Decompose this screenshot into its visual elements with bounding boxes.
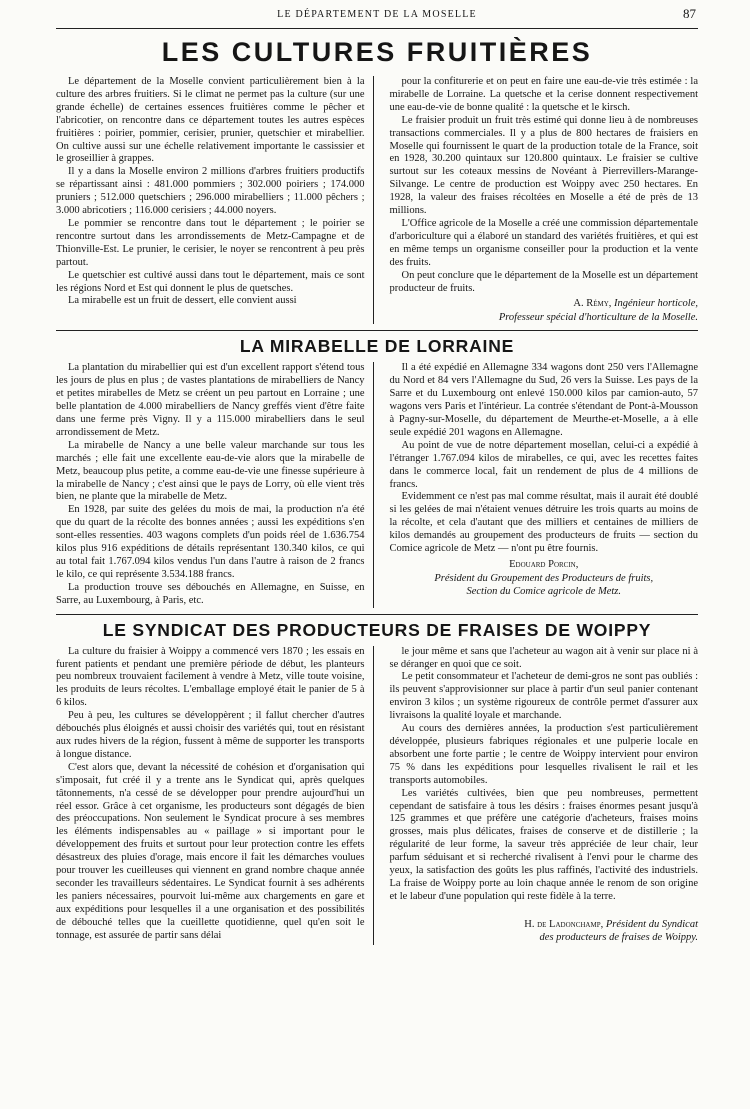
author-role: des producteurs de fraises de Woippy.: [539, 932, 698, 944]
author-signature: [390, 297, 699, 324]
paragraph: Le petit consommateur et l'acheteur de demi-gros ne sont pas oubliés : ils peuvent s'approvisionner sur place à partir d'un seul panier contenant environ 3 kilos ; un système rigoureux de contrôle permet d'assurer aux livraisons la qualité loyale et marchande.: [389, 671, 698, 722]
article-mirabelle: [56, 362, 698, 607]
left-column: [56, 76, 374, 324]
paragraph: La plantation du mirabellier qui est d'un excellent rapport s'étend tous les jours de plus en plus ; de vastes plantations de mirabelliers de Nancy et petites mirabelles de Metz se créent un peu partout en Lorraine ; une belle plantation de 4.000 mirabelliers de Nancy greffés vient d'être faite dans une ferme près Vigny. Il y a 115.000 mirabelliers dans le seul arrondissement de Metz.: [56, 362, 365, 438]
author-title: Président du Syndicat: [605, 918, 698, 930]
paragraph: pour la confiturerie et on peut en faire une eau-de-vie très estimée : la mirabelle de Lorraine. La quetsche et la cerise donnent respectivement une eau-de-vie de bonne qualité : la quetsche et le kirsch.: [389, 76, 698, 113]
paragraph: La culture du fraisier à Woippy a commencé vers 1870 ; les essais en furent patients et pendant une première période de début, les planteurs peu nombreux trouvaient facilement à vendre à Metz, ville toute voisine, les produits de leurs récoltes. L'emballage employé était le panier de 5 à 6 kilos.: [56, 645, 365, 709]
author-title: Président du Groupement des Producteurs de fruits,: [434, 572, 654, 584]
right-column: [390, 362, 699, 607]
paragraph: le jour même et sans que l'acheteur au wagon ait à venir sur place ni à se déranger en quoi que ce soit.: [389, 645, 698, 670]
author-role: Professeur spécial d'horticulture de la Moselle.: [498, 311, 698, 323]
paragraph: Le quetschier est cultivé aussi dans tout le département, mais ce sont les régions Nord et Est qui donnent le plus de quetsches.: [56, 269, 365, 294]
section-divider: [56, 614, 698, 615]
section-divider: [56, 330, 698, 331]
running-head: [56, 0, 698, 29]
right-column: [390, 76, 699, 324]
article-title-mirabelle: LA MIRABELLE DE LORRAINE: [239, 336, 515, 357]
paragraph: C'est alors que, devant la nécessité de cohésion et d'organisation qui s'imposait, fut créé il y a trente ans le Syndicat qui, après quelques tâtonnements, n'a cessé de se développer pour prendre aujourd'hui un réel essor. Grâce à cet organisme, les producteurs sont dégagés de bien des préoccupations. Non seulement le Syndicat procure à ses membres les éléments indispensables au « paillage » si important pour le développement des fruits et surtout pour leur protection contre les effets désastreux des pluies d'orage, mais encore il fait les démarches voulues pour trouver les cueilleuses qui viennent en grand nombre chaque année seconder les travailleurs sédentaires. Le Syndicat fournit à ses adhérents les paniers nécessaires, pourvoit lui-même aux chargements en gare et aux expéditions pour lesquelles il a une organisation et des possibilités de débouché telles que la cueillette quotidienne, quel qu'en soit le tonnage, est assurée de partir sans délai: [56, 761, 365, 941]
paragraph: Au cours des dernières années, la production s'est particulièrement développée, plusieurs fabriques régionales et une pulperie locale en absorbent une forte partie ; le centre de Woippy intervient pour environ 75 % dans les expéditions pour lesquelles rivalisent le rail et les transports automobiles.: [389, 723, 698, 786]
running-title: LE DÉPARTEMENT DE LA MOSELLE: [277, 9, 477, 20]
paragraph: La mirabelle de Nancy a une belle valeur marchande sur tous les marchés ; elle fait une excellente eau-de-vie alors que la mirabelle de Metz, beaucoup plus petite, a comme eau-de-vie une finesse supérieure à la mirabelle de Nancy ; c'est ainsi que le pays de Lorry, où elle vient très bien, ne plante que la mirabelle de Metz.: [56, 439, 365, 503]
paragraph: Il a été expédié en Allemagne 334 wagons dont 250 vers l'Allemagne du Nord et 84 vers l'Allemagne du Sud, 26 vers la Suisse. Les pays de la Sarre et du Luxembourg ont enlevé 150.000 kilos par camion-auto, 57 wagons vers Paris et l'intérieur. La contrée s'étendant de Pont-à-Mousson à Pagny-sur-Moselle, du département de Meurthe-et-Moselle, a à elle seule expédié 201 wagons en Allemagne.: [389, 362, 698, 438]
paragraph: Evidemment ce n'est pas mal comme résultat, mais il aurait été doublé si les gelées de mai n'étaient venues détruire les trois quarts au moins de la récolte, et cela d'autant que des milliers et centaines de milliers de kilos demandés au groupement des producteurs de fruits — section du Comice agricole de Metz — n'ont pu être fournis.: [389, 491, 698, 555]
paragraph: Il y a dans la Moselle environ 2 millions d'arbres fruitiers productifs se répartissant ainsi : 481.000 pommiers ; 302.000 poiriers ; 174.000 pruniers ; 512.000 quetschiers ; 296.000 mirabelliers ; 11.000 pêchers ; 3.000 abricotiers ; 116.000 cerisiers ; 44.000 noyers.: [56, 166, 365, 217]
author-name: Edouard Porcin,: [509, 559, 579, 570]
left-column: [56, 646, 374, 945]
author-title: Ingénieur horticole,: [614, 298, 698, 310]
paragraph: Le département de la Moselle convient particulièrement bien à la culture des arbres fruitiers. Si le climat ne permet pas la culture (sur une grande échelle) de certaines essences fruitières comme le pêcher et l'abricotier, on rencontre dans ce département toutes les autres espèces fruitières : poirier, pommier, cerisier, prunier, quetschier et mirabellier. On cultive aussi sur une échelle relativement importante le cassissier et le groseillier à grappes.: [56, 76, 365, 165]
author-role: Section du Comice agricole de Metz.: [466, 586, 622, 597]
article-syndicat-fraises: [56, 646, 698, 945]
page-number: 87: [683, 6, 696, 21]
paragraph: Le fraisier produit un fruit très estimé qui donne lieu à de nombreuses transactions commerciales. Il y a plus de 800 hectares de fraisiers en Moselle qui fournissent le quart de la production totale de la France, soit en 1928, 30.200 quintaux sur 120.800 quintaux. Le fraisier se cultive surtout sur les coteaux messins de Novéant à Pierrevillers-Marange-Silvange. Le centre de production est Woippy avec 250 hectares. En 1928, la valeur des fraises récoltées en Moselle a été de près de 13 millions.: [389, 114, 698, 217]
paragraph: La production trouve ses débouchés en Allemagne, en Suisse, en Sarre, au Luxembourg, à Paris, etc.: [56, 581, 365, 606]
author-name: H. de Ladonchamp,: [524, 918, 604, 930]
paragraph: Peu à peu, les cultures se développèrent ; il fallut chercher d'autres débouchés plus éloignés et aussi choisir des variétés qui, tout en résistant aux rudes hivers de la région, fussent à même de supporter les transports à longue distance.: [56, 710, 365, 760]
author-signature: [390, 558, 699, 599]
paragraph: Les variétés cultivées, bien que peu nombreuses, permettent cependant de satisfaire à tous les désirs : fraises énormes pesant jusqu'à 125 grammes et que préfère une catégorie d'acheteurs, fraises moins grosses, mais plus délicates, fraises de conserve et de distillerie ; la régularité de leur forme, la saveur très appréciée de leur chair, leur parfum séduisant et si recherché rivalisent à l'envi pour le charme des yeux, la satisfaction des goûts les plus raffinés, l'activité des industriels. La fraise de Woippy porte au loin chaque année le renom de son origine et le labeur d'une population qui reste fidèle à la terre.: [389, 787, 698, 902]
paragraph: La mirabelle est un fruit de dessert, elle convient aussi: [68, 295, 297, 307]
author-name: A. Rémy,: [573, 298, 612, 310]
article-title-syndicat-fraises: LE SYNDICAT DES PRODUCTEURS DE FRAISES DE WOIPPY: [102, 619, 652, 640]
left-column: [56, 362, 374, 607]
article-cultures-fruitieres: [56, 76, 698, 324]
author-signature: [390, 918, 699, 945]
paragraph: Le pommier se rencontre dans tout le département ; le poirier se rencontre surtout dans les arrondissements de Metz-Campagne et de Thionville-Est. Le prunier, le cerisier, le noyer se rencontrent à peu près partout.: [56, 217, 365, 268]
paragraph: On peut conclure que le département de la Moselle est un département producteur de fruits.: [389, 269, 698, 294]
article-title-cultures-fruitieres: LES CULTURES FRUITIÈRES: [161, 37, 593, 67]
paragraph: Au point de vue de notre département mosellan, celui-ci a expédié à l'étranger 1.767.094 kilos de mirabelles, ce qui, avec les recettes faites dans le commerce local, fait un rendement de plus de 4 millions de francs.: [389, 439, 698, 490]
right-column: [390, 646, 699, 945]
paragraph: En 1928, par suite des gelées du mois de mai, la production n'a été que du quart de la récolte des bonnes années ; aussi les expéditions s'en sont-elles ressenties. 403 wagons complets d'un poids réel de 1.636.754 kilos plus 916 expéditions de détails représentant 130.340 kilos, ce qui au total fait 1.767.094 kilos vendus l'un dans l'autre à raison de 2 francs le kilo, ce qui représente 3.534.188 francs.: [56, 504, 365, 580]
paragraph: L'Office agricole de la Moselle a créé une commission départementale d'arboriculture qui a élaboré un standard des variétés fruitières, et qui est en même temps un organisme conseiller pour la production et la vente des fruits.: [389, 217, 698, 268]
